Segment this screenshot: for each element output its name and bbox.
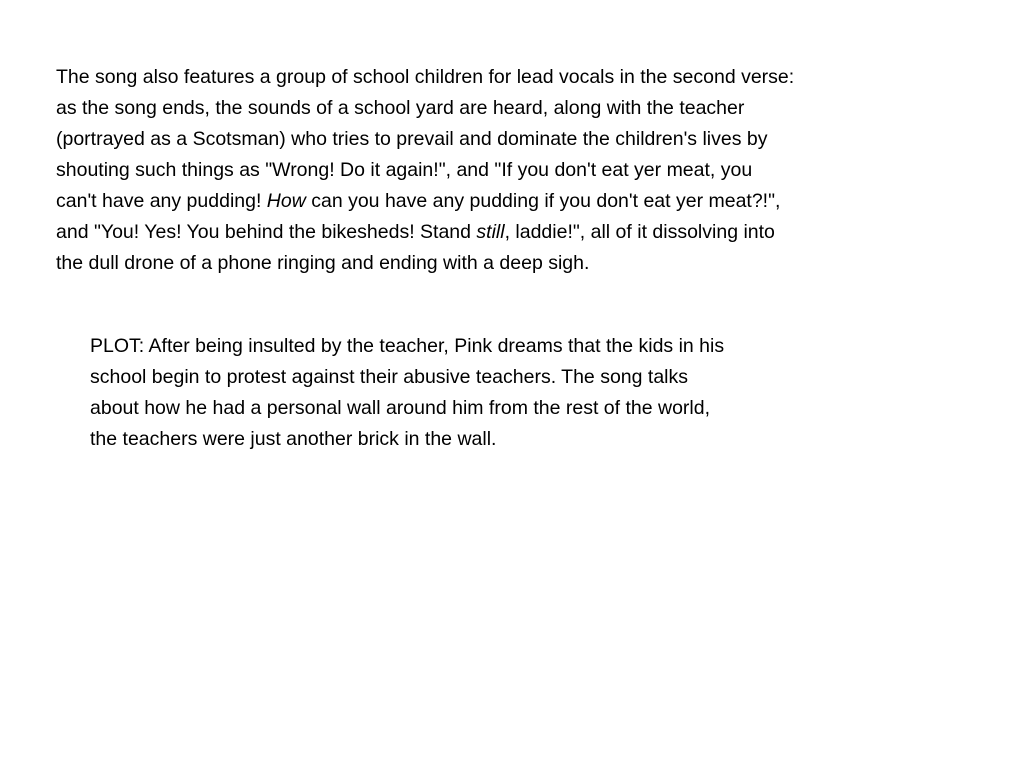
description-line-6-end: , laddie!", all of it dissolving into — [504, 221, 775, 243]
plot-line-4: the teachers were just another brick in the wall. — [90, 428, 497, 450]
plot-line-3: about how he had a personal wall around him from the rest of the world, — [90, 397, 711, 419]
song-description-paragraph — [56, 62, 794, 279]
description-line-5 — [56, 186, 794, 217]
description-line-4: shouting such things as "Wrong! Do it again!", and "If you don't eat yer meat, you — [56, 159, 753, 181]
italic-still: still — [476, 221, 505, 243]
description-line-1: The song also features a group of school children for lead vocals in the second verse: — [56, 66, 795, 88]
description-line-5-start: can't have any pudding! — [56, 190, 267, 212]
plot-line-1: PLOT: After being insulted by the teacher, Pink dreams that the kids in his — [90, 335, 725, 357]
description-line-5-end: can you have any pudding if you don't eat yer meat?!", — [305, 190, 781, 212]
description-line-2: as the song ends, the sounds of a school yard are heard, along with the teacher — [56, 97, 745, 119]
plot-paragraph — [90, 331, 724, 455]
plot-line-2: school begin to protest against their abusive teachers. The song talks — [90, 366, 688, 388]
description-line-6 — [56, 217, 794, 248]
description-line-3: (portrayed as a Scotsman) who tries to prevail and dominate the children's lives by — [56, 128, 768, 150]
description-line-7: the dull drone of a phone ringing and ending with a deep sigh. — [56, 252, 590, 274]
italic-how: How — [266, 190, 306, 212]
description-line-6-start: and "You! Yes! You behind the bikesheds! Stand — [56, 221, 477, 243]
